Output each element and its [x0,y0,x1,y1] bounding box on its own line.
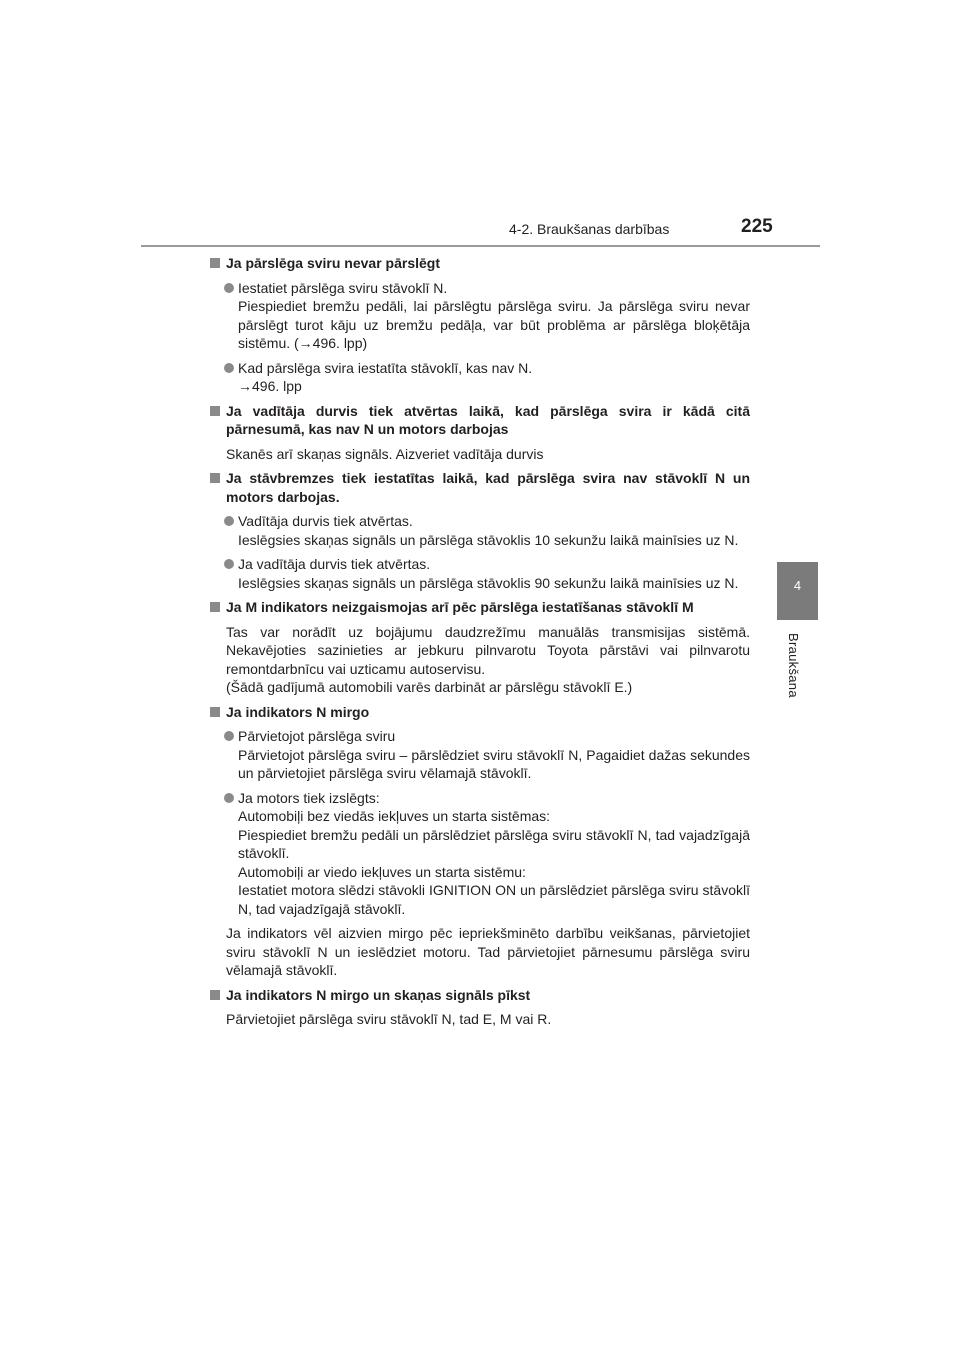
page-number: 225 [741,216,773,237]
square-bullet-icon [210,406,220,416]
square-bullet-icon [210,707,220,717]
section [210,254,750,396]
header-divider [141,245,820,247]
list-item: Iestatiet pārslēga sviru stāvoklī N. Piespiediet bremžu pedāli, lai pārslēgtu pārslēga sviru. Ja pārslēga sviru nevar pārslēgt turot kāju uz bremžu pedāļa, var būt problēma ar pārslēga bloķētāja sistēmu. (→496. lpp) [210,279,750,353]
round-bullet-icon [224,363,234,373]
list-item: Vadītāja durvis tiek atvērtas. Ieslēgsies skaņas signāls un pārslēga stāvoklis 10 sekunžu laikā mainīsies uz N. [210,512,750,549]
round-bullet-icon [224,516,234,526]
section-heading: Ja M indikators neizgaismojas arī pēc pārslēga iestatīšanas stāvoklī M [210,598,750,617]
round-bullet-icon [224,559,234,569]
section [210,598,750,697]
section-heading: Ja stāvbremzes tiek iestatītas laikā, kad pārslēga svira nav stāvoklī N un motors darbojas. [210,469,750,506]
section [210,986,750,1029]
round-bullet-icon [224,731,234,741]
chapter-tab-label: Braukšana [786,633,801,698]
section [210,469,750,592]
square-bullet-icon [210,990,220,1000]
list-item: Pārvietojot pārslēga sviru Pārvietojot pārslēga sviru – pārslēdziet sviru stāvoklī N, Pagaidiet dažas sekundes un pārvietojiet pārslēga sviru vēlamajā stāvoklī. [210,727,750,783]
section-heading: Ja pārslēga sviru nevar pārslēgt [210,254,750,273]
page-content [210,254,750,1035]
section-text: Ja indikators vēl aizvien mirgo pēc iepriekšminēto darbību veikšanas, pārvietojiet sviru stāvoklī N un ieslēdziet motoru. Tad pārvietojiet pārnesumu pārslēga sviru vēlamajā stāvoklī. [226,925,750,978]
list-item: Kad pārslēga svira iestatīta stāvoklī, kas nav N. →496. lpp [210,359,750,396]
round-bullet-icon [224,793,234,803]
list-item: Ja motors tiek izslēgts: Automobiļi bez viedās iekļuves un starta sistēmas: Piespiediet bremžu pedāli un pārslēdziet pārslēga sviru stāvoklī N, tad vajadzīgajā stāvoklī. Automobiļi ar viedo iekļuves un starta sistēmu: Iestatiet motora slēdzi stāvokli IGNITION ON un pārslēdziet pārslēga sviru stāvoklī N, tad vajadzīgajā stāvoklī. [210,789,750,919]
section-text: Pārvietojiet pārslēga sviru stāvoklī N, tad E, M vai R. [226,1011,552,1027]
square-bullet-icon [210,473,220,483]
section [210,402,750,464]
section-heading: Ja indikators N mirgo [210,703,750,722]
header-section-title: 4-2. Braukšanas darbības [509,221,670,237]
list-item: Ja vadītāja durvis tiek atvērtas. Ieslēgsies skaņas signāls un pārslēga stāvoklis 90 sekunžu laikā mainīsies uz N. [210,555,750,592]
square-bullet-icon [210,602,220,612]
section-text: Tas var norādīt uz bojājumu daudzrežīmu manuālās transmisijas sistēmā. Nekavējoties sazinieties ar jebkuru pilnvarotu Toyota pārstāvi vai pilnvarotu remontdarbnīcu vai uzticamu autoservisu. (Šādā gadījumā automobili varēs darbināt ar pārslēgu stāvoklī E.) [226,623,750,695]
section-heading: Ja vadītāja durvis tiek atvērtas laikā, kad pārslēga svira ir kādā citā pārnesumā, kas nav N un motors darbojas [210,402,750,439]
section [210,703,750,980]
square-bullet-icon [210,258,220,268]
chapter-tab-number: 4 [793,578,802,593]
section-heading: Ja indikators N mirgo un skaņas signāls pīkst [210,986,750,1005]
section-text: Skanēs arī skaņas signāls. Aizveriet vadītāja durvis [226,445,544,462]
round-bullet-icon [224,283,234,293]
